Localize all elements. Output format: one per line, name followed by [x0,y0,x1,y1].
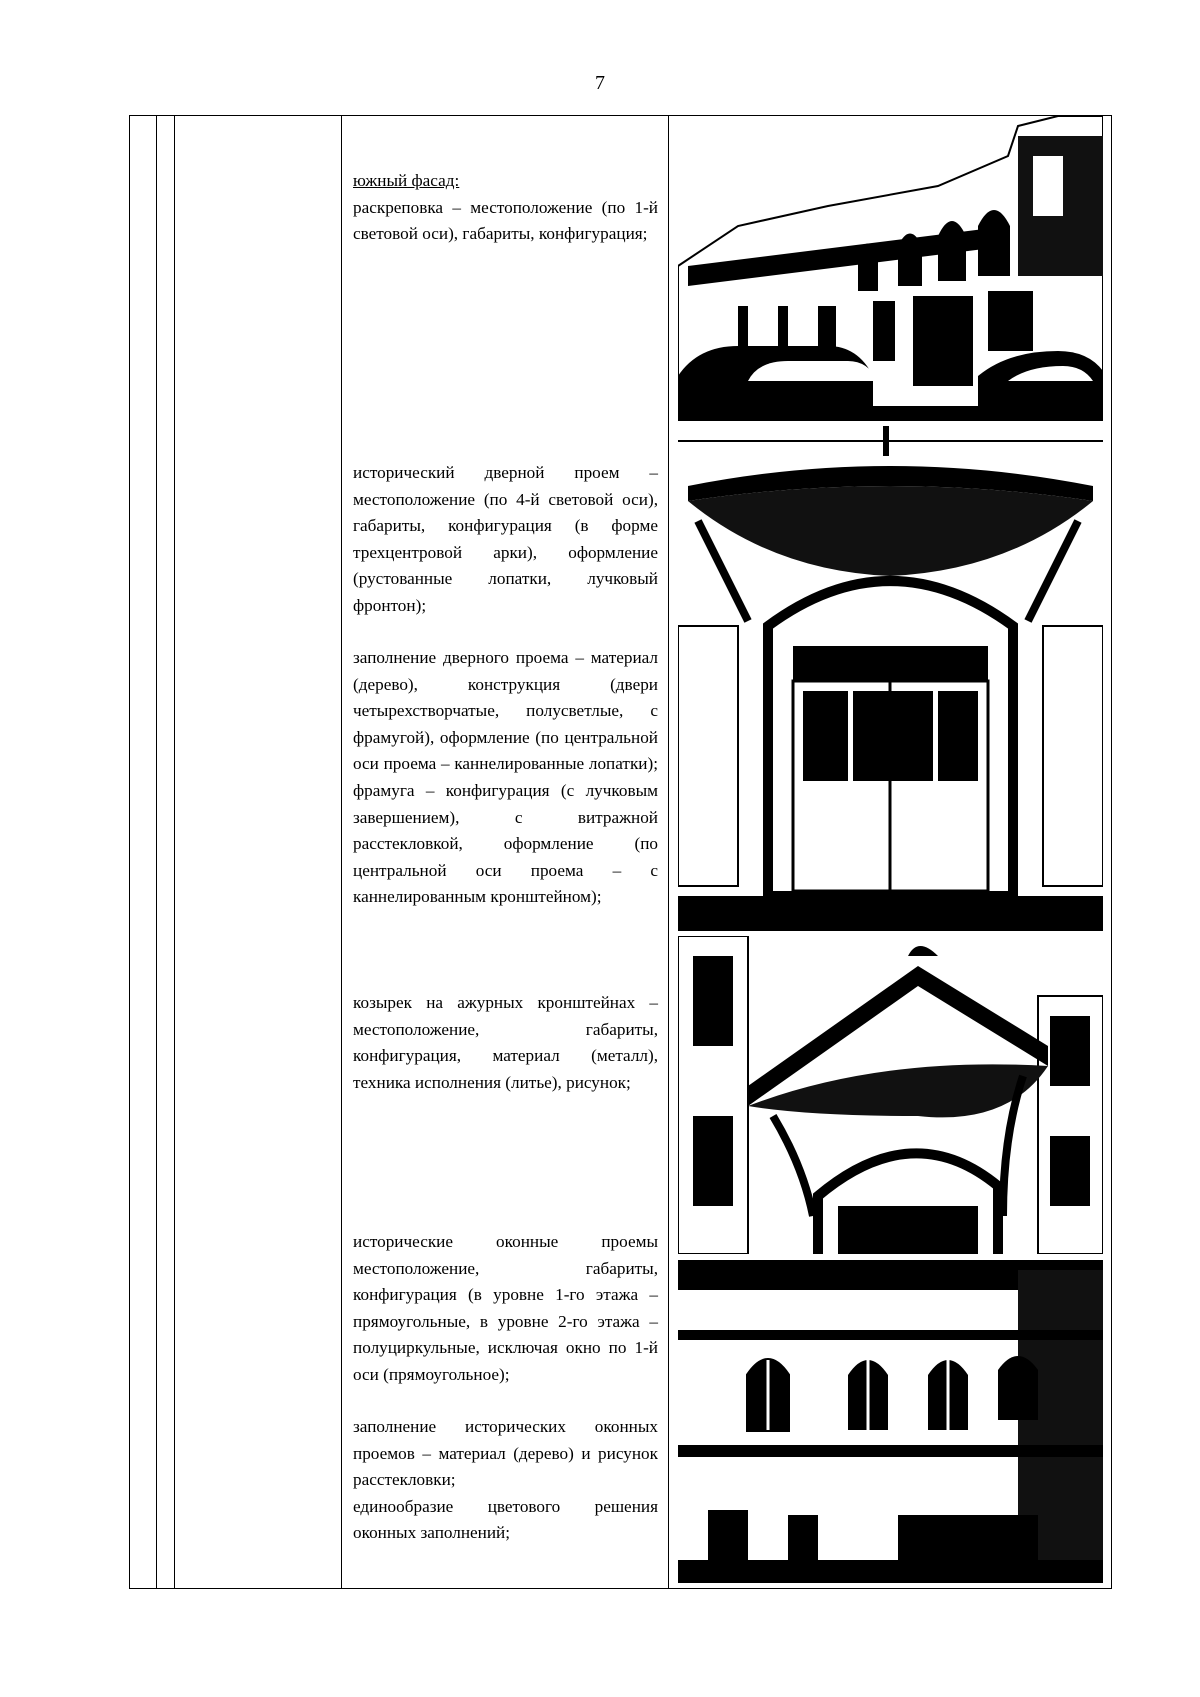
text-block-5 [353,1229,658,1389]
page-number: 7 [595,72,605,94]
paragraph: единообразие цветового решения оконных заполнений; [353,1496,658,1543]
paragraph: заполнение дверного проема – материал (дерево), конструкция (двери четырехстворчатые, полусветлые, с фрамугой), оформление (по центральной оси проема – каннелированные лопатки); фрамуга – конфигурация (с лучковым завершением), с витражной расстекловкой, оформление (по центральной оси проема – с каннелированным кронштейном); [353,648,658,907]
column-divider [668,116,669,1588]
paragraph: исторический дверной проем – местоположение (по 4-й световой оси), габариты, конфигурация (в форме трехцентровой арки), оформление (рустованные лопатки, лучковый фронтон); [353,463,658,615]
text-block-1 [353,168,658,248]
canopy-photo [678,936,1103,1254]
paragraph: козырек на ажурных кронштейнах – местоположение, габариты, конфигурация, материал (металл), техника исполнения (литье), рисунок; [353,993,658,1092]
paragraph: раскреповка – местоположение (по 1-й световой оси), габариты, конфигурация; [353,197,658,244]
paragraph: исторические оконные проемы местоположение, габариты, конфигурация (в уровне 1-го этажа – прямоугольные, в уровне 2-го этажа – полуциркульные, исключая окно по 1-й оси (прямоугольное); [353,1232,658,1384]
windows-photo [678,1260,1103,1583]
facade-photo [678,116,1103,421]
text-block-3 [353,645,658,911]
text-block-4 [353,990,658,1096]
paragraph: заполнение исторических оконных проемов – материал (дерево) и рисунок расстекловки; [353,1417,658,1490]
text-block-6 [353,1414,658,1547]
door-photo [678,426,1103,931]
text-block-2 [353,460,658,620]
column-divider [341,116,342,1588]
facade-heading: южный фасад: [353,171,460,190]
document-table [129,115,1112,1589]
column-divider [156,116,157,1588]
column-divider [174,116,175,1588]
